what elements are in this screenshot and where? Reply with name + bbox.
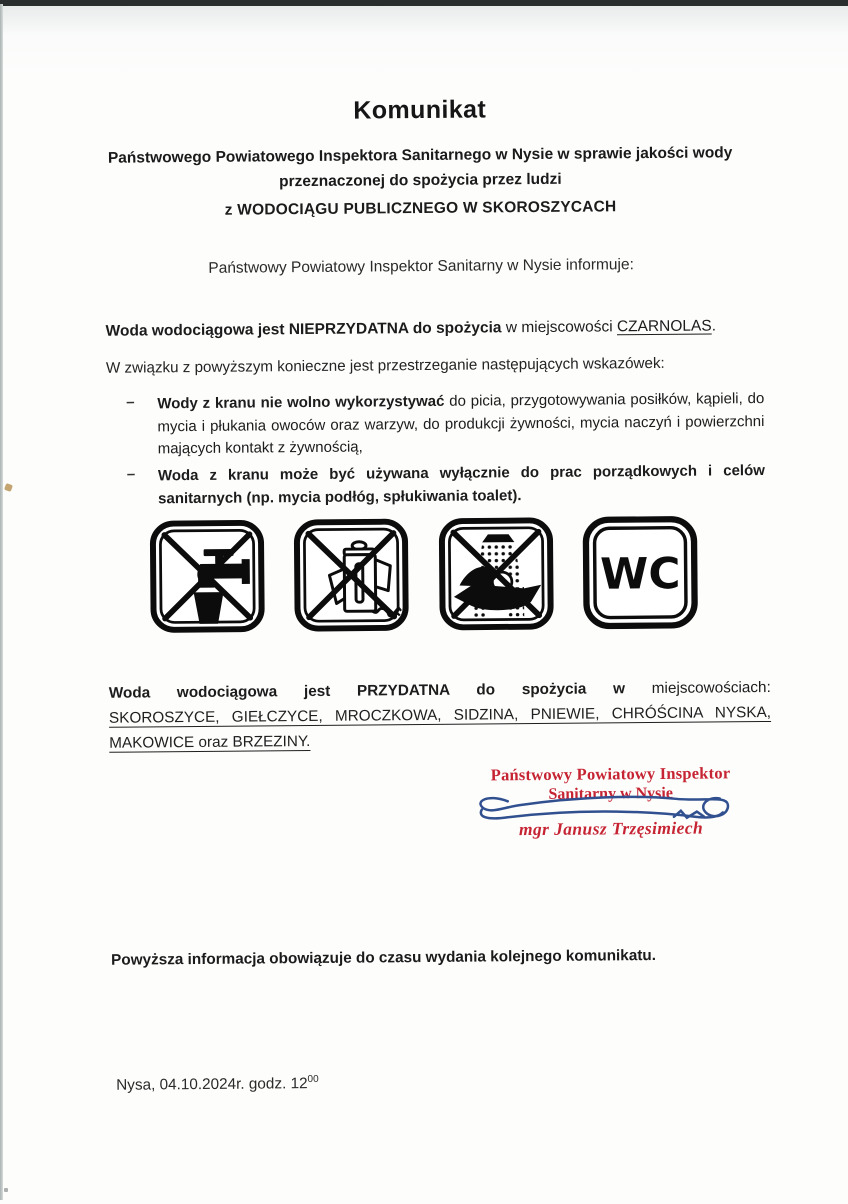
fit-places-list: SKOROSZYCE, GIEŁCZYCE, MROCZKOWA, SIDZINA, PNIEWIE, CHRÓŚCINA NYSKA, MAKOWICE oraz BRZEZINY. — [108, 703, 772, 752]
date-place-line — [116, 1074, 319, 1095]
guideline-item-1-text — [157, 388, 765, 461]
dateline-text: Nysa, 04.10.2024r. godz. 12 — [116, 1075, 308, 1094]
no-washing-bathing-icon — [438, 517, 554, 631]
fit-statement-bold: Woda wodociągowa jest PRZYDATNA do spożycia w — [108, 680, 626, 702]
bullet-dash: – — [126, 465, 136, 483]
guideline-item-2-text: Woda z kranu może być używana wyłącznie do prac porządkowych i celów sanitarnych (np. mycia podłóg, spłukiwania toalet). — [157, 462, 765, 507]
unfit-place-name: CZARNOLAS — [616, 317, 712, 336]
waterworks-source-line: z WODOCIĄGU PUBLICZNEGO W SKOROSZYCACH — [224, 198, 617, 219]
unfit-period: . — [711, 317, 717, 335]
inspector-informs-line: Państwowy Powiatowy Inspektor Sanitarny w Nysie informuje: — [208, 256, 634, 277]
stamp-title-line2: Sanitarny w Nysie — [548, 784, 673, 803]
dateline-superscript: 00 — [307, 1073, 319, 1086]
subtitle: Państwowego Powiatowego Inspektora Sanitarnego w Nysie w sprawie jakości wody przeznaczonej do spożycia przez ludzi — [107, 144, 733, 191]
no-boiling-kettle-icon — [294, 518, 410, 632]
inspector-stamp — [479, 763, 742, 840]
guideline-1-rest: do picia, przygotowywania posiłków, kąpieli, do mycia i płukania owoców oraz warzyw, do produkcji żywności, mycia naczyń i powierzchni mających kontakt z żywnością, — [157, 390, 765, 458]
bullet-dash: – — [126, 393, 135, 411]
unfit-statement-bold: Woda wodociągowa jest NIEPRZYDATNA do spożycia — [105, 319, 502, 340]
unfit-statement-plain: w miejscowości — [501, 318, 617, 337]
guideline-1-bold: Wody z kranu nie wolno wykorzystywać — [157, 392, 445, 413]
fit-statement — [109, 675, 772, 756]
wc-label: WC — [599, 549, 681, 600]
prohibition-pictogram-row — [149, 516, 698, 634]
handwritten-signature — [468, 787, 744, 833]
no-drinking-water-icon — [149, 519, 265, 633]
validity-note: Powyższa informacja obowiązuje do czasu wydania kolejnego komunikatu. — [111, 946, 657, 969]
stamp-signatory-name: mgr Janusz Trzęsimiech — [518, 817, 704, 840]
guidelines-intro: W związku z powyższym konieczne jest przestrzeganie następujących wskazówek: — [105, 354, 665, 377]
fit-statement-plain: miejscowościach: — [624, 678, 771, 698]
wc-allowed-icon — [582, 516, 698, 630]
unfit-statement — [106, 317, 768, 341]
guideline-item-2 — [127, 460, 765, 511]
guideline-item-1 — [126, 388, 765, 461]
stamp-title-line1: Państwowy Powiatowy Inspektor — [490, 763, 731, 785]
page-title: Komunikat — [353, 95, 487, 125]
